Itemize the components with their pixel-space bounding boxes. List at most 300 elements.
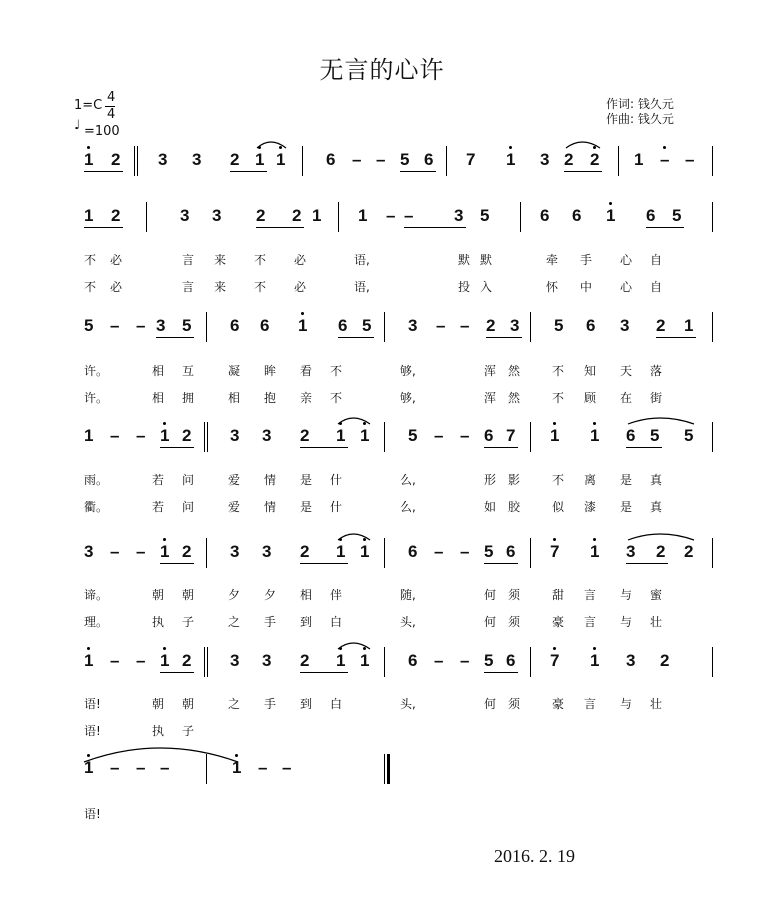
note: –	[110, 316, 120, 335]
lyricist: 作词: 钱久元	[606, 97, 674, 111]
lyric-char: 手	[264, 615, 277, 629]
lyric-char: 不	[552, 391, 565, 405]
lyric-char: 之	[228, 615, 241, 629]
note: 5	[484, 651, 494, 670]
note: 1	[336, 542, 346, 561]
barline	[618, 146, 619, 176]
lyric-char: 语,	[354, 253, 370, 267]
tie-arc	[336, 528, 374, 542]
barline	[302, 146, 303, 176]
lyric-char: 顾	[584, 391, 597, 405]
note: 1	[84, 426, 94, 445]
lyric-char: 入	[480, 280, 493, 294]
lyric-char: 够,	[400, 391, 416, 405]
note: –	[434, 542, 444, 561]
lyric-char: 与	[620, 697, 633, 711]
lyric-char: 漆	[584, 500, 597, 514]
barline	[384, 538, 385, 568]
date: 2016. 2. 19	[494, 846, 575, 866]
lyric-char: 心	[620, 280, 633, 294]
beam-underline	[626, 563, 668, 564]
lyric-char: 语!	[84, 724, 101, 738]
note: –	[460, 316, 470, 335]
lyric-char: 够,	[400, 364, 416, 378]
note: –	[352, 150, 362, 169]
note: 2	[182, 542, 192, 561]
lyric-char: 怀	[546, 280, 559, 294]
note: 2	[111, 150, 121, 169]
note: 7	[466, 150, 476, 169]
note: 6	[260, 316, 270, 335]
beam-underline	[564, 171, 602, 172]
lyric-char: 到	[300, 697, 313, 711]
barline	[712, 146, 713, 176]
beam-underline	[484, 672, 518, 673]
lyric-char: 抱	[264, 391, 277, 405]
note: 3	[158, 150, 168, 169]
lyric-char: 真	[650, 500, 663, 514]
tie-arc	[626, 412, 698, 426]
lyric-char: 朝	[182, 697, 195, 711]
note: –	[136, 758, 146, 777]
lyric-char: 不	[552, 473, 565, 487]
lyric-char: 情	[264, 500, 277, 514]
lyric-char: 言	[584, 615, 597, 629]
lyric-char: 须	[508, 588, 521, 602]
lyric-char: 夕	[228, 588, 241, 602]
lyric-char: 手	[580, 253, 593, 267]
note: 5	[684, 426, 694, 445]
note: 2	[590, 150, 600, 169]
lyric-char: 默	[480, 253, 493, 267]
note: –	[460, 426, 470, 445]
beam-underline	[338, 337, 374, 338]
note: –	[110, 758, 120, 777]
note: 5	[84, 316, 94, 335]
note: –	[110, 542, 120, 561]
lyric-char: 眸	[264, 364, 277, 378]
tie-arc	[255, 136, 290, 150]
barline	[712, 538, 713, 568]
beam-underline	[484, 447, 518, 448]
note: 3	[156, 316, 166, 335]
beam-underline	[256, 227, 304, 228]
lyric-char: 似	[552, 500, 565, 514]
octave-dot	[593, 422, 596, 425]
lyric-char: 不	[330, 364, 343, 378]
lyric-char: 雨。	[84, 473, 109, 487]
lyric-char: 必	[294, 253, 307, 267]
beam-underline	[400, 171, 436, 172]
lyric-char: 到	[300, 615, 313, 629]
note: 2	[656, 316, 666, 335]
beam-underline	[160, 672, 194, 673]
octave-dot	[87, 647, 90, 650]
lyric-char: 浑	[484, 364, 497, 378]
lyric-char: 凝	[228, 364, 241, 378]
lyric-char: 若	[152, 500, 165, 514]
tie-arc	[82, 740, 242, 764]
tempo: =100	[84, 124, 120, 139]
note: 1	[358, 206, 368, 225]
note: 3	[212, 206, 222, 225]
lyric-char: 朝	[152, 697, 165, 711]
lyric-char: 情	[264, 473, 277, 487]
beam-underline	[404, 227, 466, 228]
lyric-char: 胶	[508, 500, 521, 514]
lyric-char: 衢。	[84, 500, 109, 514]
note: 6	[408, 651, 418, 670]
lyric-char: 言	[584, 697, 597, 711]
note: –	[404, 206, 414, 225]
lyric-char: 么,	[400, 473, 416, 487]
lyric-char: 是	[300, 500, 313, 514]
note: 1	[336, 651, 346, 670]
barline	[384, 754, 385, 784]
note: 5	[408, 426, 418, 445]
lyric-char: 须	[508, 697, 521, 711]
note: 1	[590, 426, 600, 445]
lyric-char: 必	[110, 253, 123, 267]
lyric-char: 牵	[546, 253, 559, 267]
note: 2	[486, 316, 496, 335]
note: 3	[84, 542, 94, 561]
lyric-char: 默	[458, 253, 471, 267]
quarter-note-icon: ♩	[74, 118, 81, 133]
lyric-char: 不	[330, 391, 343, 405]
note: 1	[312, 206, 322, 225]
note: 5	[484, 542, 494, 561]
lyric-char: 然	[508, 364, 521, 378]
time-signature-bottom: 4	[107, 107, 116, 122]
note: –	[160, 758, 170, 777]
octave-dot	[163, 422, 166, 425]
lyric-char: 问	[182, 500, 195, 514]
note: –	[258, 758, 268, 777]
beam-underline	[656, 337, 696, 338]
note: 3	[180, 206, 190, 225]
octave-dot	[553, 422, 556, 425]
note: 1	[276, 150, 286, 169]
note: –	[460, 651, 470, 670]
note: 6	[230, 316, 240, 335]
lyric-char: 须	[508, 615, 521, 629]
barline	[530, 647, 531, 677]
note: 3	[230, 542, 240, 561]
note: 2	[564, 150, 574, 169]
time-signature-line	[105, 106, 115, 107]
note: 6	[338, 316, 348, 335]
note: 2	[292, 206, 302, 225]
lyric-char: 是	[620, 500, 633, 514]
lyric-char: 理。	[84, 615, 109, 629]
lyric-char: 蜜	[650, 588, 663, 602]
lyric-char: 朝	[182, 588, 195, 602]
note: –	[136, 542, 146, 561]
note: –	[436, 316, 446, 335]
lyric-char: 影	[508, 473, 521, 487]
barline	[712, 422, 713, 452]
note: –	[110, 651, 120, 670]
lyric-char: 中	[580, 280, 593, 294]
song-title: 无言的心许	[319, 56, 445, 84]
note: 1	[160, 651, 170, 670]
lyric-char: 如	[484, 500, 497, 514]
note: 3	[230, 426, 240, 445]
key-signature: 1=C	[74, 98, 103, 113]
beam-underline	[626, 447, 662, 448]
note: 1	[550, 426, 560, 445]
note: 1	[606, 206, 616, 225]
lyric-char: 相	[152, 391, 165, 405]
note: 1	[84, 651, 94, 670]
note: –	[376, 150, 386, 169]
lyric-char: 爱	[228, 473, 241, 487]
tie-arc	[564, 136, 604, 150]
octave-dot	[87, 146, 90, 149]
barline	[446, 146, 447, 176]
lyric-char: 何	[484, 615, 497, 629]
note: 2	[300, 651, 310, 670]
note: 3	[262, 651, 272, 670]
beam-underline	[160, 447, 194, 448]
lyric-char: 不	[84, 253, 97, 267]
lyric-char: 是	[300, 473, 313, 487]
note: 7	[550, 651, 560, 670]
lyric-char: 必	[294, 280, 307, 294]
lyric-char: 言	[584, 588, 597, 602]
lyric-char: 执	[152, 724, 165, 738]
lyric-char: 伴	[330, 588, 343, 602]
lyric-char: 壮	[650, 615, 663, 629]
note: 7	[506, 426, 516, 445]
lyric-char: 甜	[552, 588, 565, 602]
barline	[712, 647, 713, 677]
lyric-char: 白	[330, 615, 343, 629]
note: 1	[336, 426, 346, 445]
note: 5	[672, 206, 682, 225]
octave-dot	[593, 538, 596, 541]
lyric-char: 头,	[400, 697, 416, 711]
lyric-char: 语!	[84, 697, 101, 711]
lyric-char: 夕	[264, 588, 277, 602]
note: 3	[626, 651, 636, 670]
octave-dot	[593, 647, 596, 650]
lyric-char: 言	[182, 253, 195, 267]
note: –	[685, 150, 695, 169]
barline	[206, 312, 207, 342]
note: 6	[408, 542, 418, 561]
beam-underline	[300, 447, 348, 448]
note: 3	[262, 542, 272, 561]
note: 2	[182, 651, 192, 670]
lyric-char: 朝	[152, 588, 165, 602]
beam-underline	[646, 227, 684, 228]
note: 1	[232, 758, 242, 777]
lyric-char: 何	[484, 697, 497, 711]
lyric-char: 语!	[84, 807, 101, 821]
barline	[387, 754, 390, 784]
lyric-char: 白	[330, 697, 343, 711]
lyric-char: 心	[620, 253, 633, 267]
beam-underline	[84, 171, 123, 172]
note: 6	[506, 651, 516, 670]
barline	[207, 422, 208, 452]
barline	[137, 146, 138, 176]
lyric-char: 互	[182, 364, 195, 378]
octave-dot	[301, 312, 304, 315]
note: 3	[540, 150, 550, 169]
lyric-char: 不	[254, 280, 267, 294]
lyric-char: 执	[152, 615, 165, 629]
beam-underline	[484, 563, 518, 564]
octave-dot	[509, 146, 512, 149]
lyric-char: 许。	[84, 364, 109, 378]
note: –	[136, 651, 146, 670]
note: 3	[454, 206, 464, 225]
note: 2	[111, 206, 121, 225]
barline	[207, 647, 208, 677]
octave-dot	[163, 538, 166, 541]
tie-arc	[336, 637, 374, 651]
beam-underline	[300, 672, 348, 673]
beam-underline	[84, 227, 123, 228]
barline	[338, 202, 339, 232]
note: 6	[484, 426, 494, 445]
beam-underline	[300, 563, 348, 564]
barline	[134, 146, 135, 176]
note: 2	[256, 206, 266, 225]
lyric-char: 落	[650, 364, 663, 378]
note: 5	[362, 316, 372, 335]
octave-dot	[609, 202, 612, 205]
note: 6	[586, 316, 596, 335]
lyric-char: 手	[264, 697, 277, 711]
beam-underline	[486, 337, 522, 338]
lyric-char: 谛。	[84, 588, 109, 602]
lyric-char: 爱	[228, 500, 241, 514]
barline	[384, 422, 385, 452]
note: 1	[506, 150, 516, 169]
note: 1	[590, 651, 600, 670]
note: 6	[626, 426, 636, 445]
lyric-char: 天	[620, 364, 633, 378]
note: –	[110, 426, 120, 445]
note: 7	[550, 542, 560, 561]
lyric-char: 知	[584, 364, 597, 378]
lyric-char: 真	[650, 473, 663, 487]
composer: 作曲: 钱久元	[606, 112, 674, 126]
note: 5	[650, 426, 660, 445]
note: 3	[408, 316, 418, 335]
lyric-char: 自	[650, 253, 663, 267]
barline	[530, 312, 531, 342]
note: –	[282, 758, 292, 777]
note: 1	[160, 542, 170, 561]
lyric-char: 是	[620, 473, 633, 487]
lyric-char: 亲	[300, 391, 313, 405]
note: 1	[84, 758, 94, 777]
lyric-char: 离	[584, 473, 597, 487]
note: 2	[656, 542, 666, 561]
lyric-char: 浑	[484, 391, 497, 405]
note: 3	[230, 651, 240, 670]
note: 6	[540, 206, 550, 225]
note: 2	[182, 426, 192, 445]
note: 6	[326, 150, 336, 169]
note: 2	[300, 542, 310, 561]
barline	[204, 647, 205, 677]
barline	[712, 312, 713, 342]
lyric-char: 拥	[182, 391, 195, 405]
beam-underline	[156, 337, 194, 338]
note: –	[386, 206, 396, 225]
note: 3	[510, 316, 520, 335]
note: 1	[255, 150, 265, 169]
lyric-char: 相	[300, 588, 313, 602]
note: –	[460, 542, 470, 561]
lyric-char: 语,	[354, 280, 370, 294]
octave-dot	[553, 538, 556, 541]
note: 6	[424, 150, 434, 169]
barline	[384, 312, 385, 342]
lyric-char: 在	[620, 391, 633, 405]
lyric-char: 不	[84, 280, 97, 294]
note: 1	[360, 542, 370, 561]
lyric-char: 么,	[400, 500, 416, 514]
tie-arc	[336, 412, 374, 426]
note: 2	[230, 150, 240, 169]
lyric-char: 之	[228, 697, 241, 711]
lyric-char: 豪	[552, 697, 565, 711]
lyric-char: 子	[182, 615, 195, 629]
note: –	[136, 316, 146, 335]
note: 1	[298, 316, 308, 335]
lyric-char: 什	[330, 500, 343, 514]
note: –	[660, 150, 670, 169]
note: 5	[480, 206, 490, 225]
note: 1	[360, 426, 370, 445]
octave-dot	[163, 647, 166, 650]
note: –	[434, 651, 444, 670]
note: 6	[572, 206, 582, 225]
note: 1	[590, 542, 600, 561]
octave-dot	[663, 146, 666, 149]
lyric-char: 不	[552, 364, 565, 378]
beam-underline	[160, 563, 194, 564]
lyric-char: 什	[330, 473, 343, 487]
lyric-char: 看	[300, 364, 313, 378]
lyric-char: 豪	[552, 615, 565, 629]
note: –	[434, 426, 444, 445]
lyric-char: 相	[152, 364, 165, 378]
note: 2	[300, 426, 310, 445]
note: 1	[684, 316, 694, 335]
note: 5	[182, 316, 192, 335]
barline	[204, 422, 205, 452]
note: 3	[262, 426, 272, 445]
barline	[530, 538, 531, 568]
note: 1	[84, 150, 94, 169]
barline	[384, 647, 385, 677]
lyric-char: 若	[152, 473, 165, 487]
lyric-char: 来	[214, 280, 227, 294]
note: 1	[634, 150, 644, 169]
note: 5	[400, 150, 410, 169]
barline	[146, 202, 147, 232]
barline	[520, 202, 521, 232]
note: –	[136, 426, 146, 445]
